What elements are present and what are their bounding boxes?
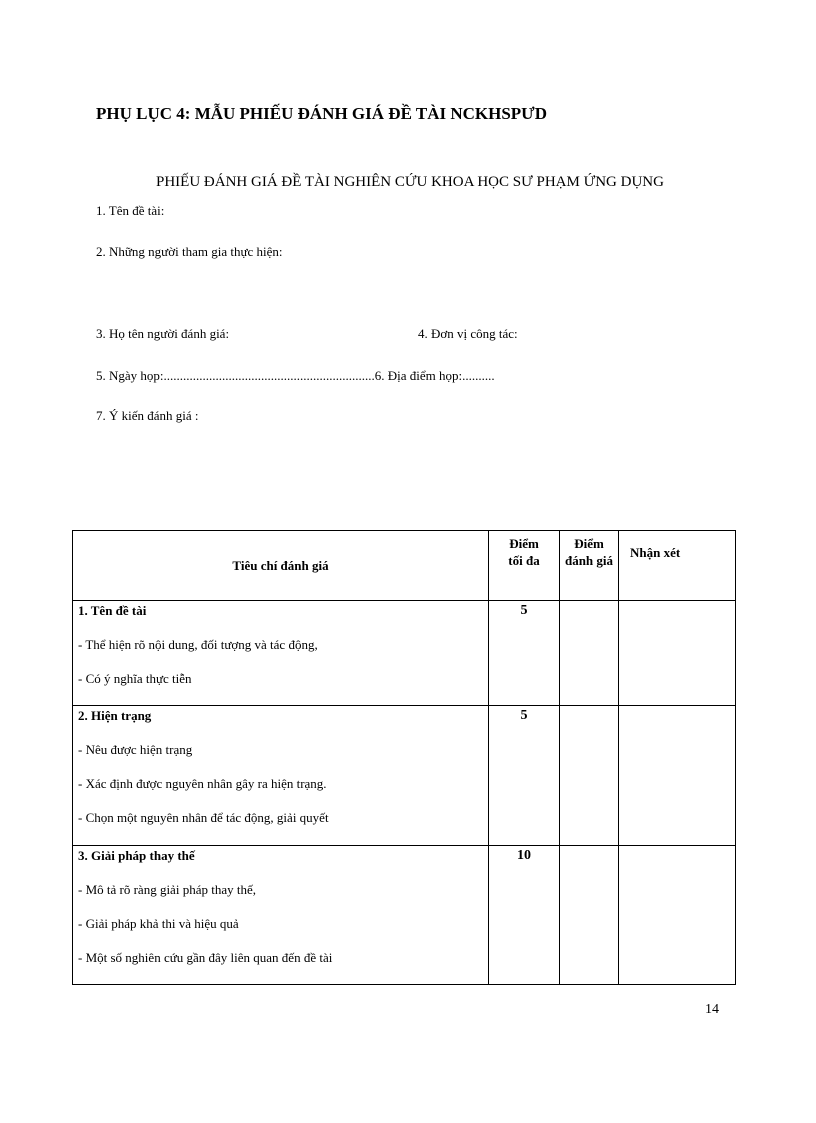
field-opinion: 7. Ý kiến đánh giá : xyxy=(96,408,199,423)
comment-cell[interactable] xyxy=(619,846,736,985)
page-number: 14 xyxy=(705,1002,719,1017)
header-comment: Nhận xét xyxy=(619,531,736,601)
max-score-cell: 5 xyxy=(489,601,560,706)
criteria-item: - Có ý nghĩa thực tiễn xyxy=(78,671,192,686)
given-score-cell[interactable] xyxy=(560,601,619,706)
form-title: PHIẾU ĐÁNH GIÁ ĐỀ TÀI NGHIÊN CỨU KHOA HỌC SƯ PHẠM ỨNG DỤNG xyxy=(156,174,664,190)
given-score-cell[interactable] xyxy=(560,706,619,846)
given-score-cell[interactable] xyxy=(560,846,619,985)
criteria-item: - Nêu được hiện trạng xyxy=(78,742,193,757)
field-participants: 2. Những người tham gia thực hiện: xyxy=(96,244,283,259)
appendix-title: PHỤ LỤC 4: MẪU PHIẾU ĐÁNH GIÁ ĐỀ TÀI NCKHSPƯD xyxy=(96,104,547,123)
header-given-score-line2: đánh giá xyxy=(564,553,614,568)
criteria-cell xyxy=(73,601,489,706)
max-score-cell: 5 xyxy=(489,706,560,846)
evaluation-criteria-table xyxy=(72,530,736,985)
criteria-cell xyxy=(73,706,489,846)
comment-cell[interactable] xyxy=(619,706,736,846)
header-given-score xyxy=(560,531,619,601)
header-max-score-line1: Điểm xyxy=(509,536,539,551)
header-max-score xyxy=(489,531,560,601)
criteria-cell xyxy=(73,846,489,985)
criteria-item: - Mô tả rõ ràng giải pháp thay thế, xyxy=(78,882,256,897)
table-header-row xyxy=(73,531,736,601)
field-topic-name: 1. Tên đề tài: xyxy=(96,203,165,218)
comment-cell[interactable] xyxy=(619,601,736,706)
field-meeting-date-location: 5. Ngày họp:.................................................................6. Địa điểm họp:.......... xyxy=(96,368,495,383)
section-title: 2. Hiện trạng xyxy=(78,708,152,723)
criteria-item: - Xác định được nguyên nhân gây ra hiện trạng. xyxy=(78,776,327,791)
field-evaluator-name: 3. Họ tên người đánh giá: xyxy=(96,326,230,341)
header-given-score-line1: Điểm xyxy=(574,536,604,551)
max-score-cell: 10 xyxy=(489,846,560,985)
header-max-score-line2: tối đa xyxy=(508,553,540,568)
section-title: 1. Tên đề tài xyxy=(78,603,147,618)
criteria-item: - Giải pháp khả thi và hiệu quả xyxy=(78,916,239,931)
criteria-item: - Thể hiện rõ nội dung, đối tượng và tác động, xyxy=(78,637,318,652)
field-work-unit: 4. Đơn vị công tác: xyxy=(418,326,518,341)
table-row xyxy=(73,846,736,985)
header-criteria: Tiêu chí đánh giá xyxy=(73,531,489,601)
criteria-item: - Chọn một nguyên nhân để tác động, giải quyết xyxy=(78,810,329,825)
table-row xyxy=(73,706,736,846)
section-title: 3. Giải pháp thay thế xyxy=(78,848,195,863)
table-row xyxy=(73,601,736,706)
criteria-item: - Một số nghiên cứu gần đây liên quan đến đề tài xyxy=(78,950,333,965)
